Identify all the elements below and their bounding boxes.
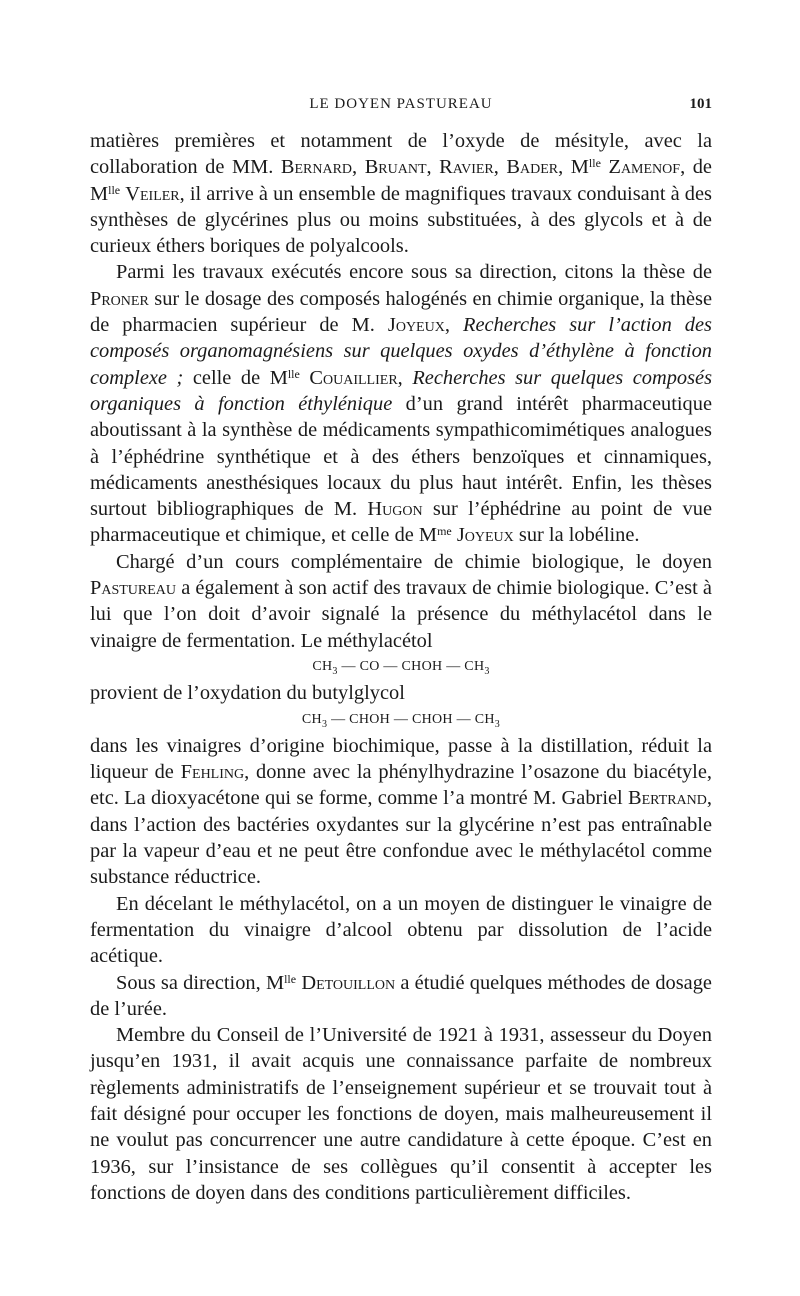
- formula-part: — CHOH — CHOH — CH: [327, 711, 495, 727]
- page-number: 101: [689, 96, 712, 112]
- running-title: LE DOYEN PASTUREAU: [309, 96, 493, 112]
- name-bader: Bader: [506, 156, 559, 179]
- text-run: ,: [397, 366, 413, 389]
- paragraph-7: [90, 970, 712, 1023]
- name-fehling: Fehling: [180, 761, 245, 784]
- superscript: lle: [108, 182, 121, 197]
- text-run: provient de l’oxydation du butylglycol: [90, 682, 405, 705]
- text-run: matières premières et notamment de l’oxyde de mésityle, avec la collaboration de MM.: [90, 130, 712, 179]
- name-bertrand: Bertrand: [628, 787, 707, 810]
- text-run: sur l’éphédrine au point de vue pharmaceutique et chimique, et celle de M: [90, 498, 712, 547]
- text-run: ,: [352, 156, 365, 179]
- superscript: lle: [588, 156, 601, 171]
- name-bernard: Bernard: [280, 156, 353, 179]
- name-proner: Proner: [90, 287, 149, 310]
- paragraph-6: [90, 891, 712, 970]
- name-detouillon: Detouillon: [301, 971, 396, 994]
- paragraph-2: [90, 259, 712, 548]
- text-run: dans les vinaigres d’origine biochimique, passe à la distillation, réduit la liqueur de: [90, 734, 712, 784]
- name-joyeux: Joyeux: [387, 314, 445, 337]
- text-run: Membre du Conseil de l’Université de 1921 à 1931, assesseur du Doyen jusqu’en 1931, il avait acquis une connaissance parfaite de nombreux règlements administratifs de l’enseignement supérieur et se trouvait tout à fait désigné pour occuper les fonctions de doyen, mais malheureusement il ne voulut pas concurrencer une autre candidature à cette époque. C’est en 1936, sur l’insistance de ses collègues qu’il consentit à accepter les fonctions de doyen dans des conditions particulièrement difficiles.: [90, 1024, 712, 1204]
- formula-part: — CO — CHOH — CH: [337, 658, 485, 674]
- name-bruant: Bruant: [364, 156, 427, 179]
- text-run: , il arrive à un ensemble de magnifiques travaux conduisant à des synthèses de glycérines plus ou moins substituées, à des glycols et à de curieux éthers boriques de polyalcools.: [90, 182, 712, 258]
- name-zamenof: Zamenof: [608, 156, 681, 179]
- name-hugon: Hugon: [367, 498, 423, 521]
- formula-part: CH: [312, 658, 333, 674]
- text-run: , de M: [90, 156, 712, 205]
- text-run: [300, 367, 310, 389]
- formula-subscript: 3: [321, 718, 328, 730]
- formula-butylglycol: [90, 707, 712, 733]
- body-text: [90, 128, 712, 1206]
- paragraph-4: [90, 680, 712, 706]
- superscript: me: [437, 524, 452, 539]
- formula-subscript: 3: [484, 665, 490, 677]
- thesis-title-1: Recherches sur l’action des composés organomagnésiens sur quelques oxydes d’éthylène à fonction complexe ;: [90, 314, 712, 389]
- name-couaillier: Couaillier: [309, 366, 398, 389]
- text-run: d’un grand intérêt pharmaceutique aboutissant à la synthèse de médicaments sympathicomimétiques analogues à l’éphédrine synthétique et à des éthers benzoïques et cinnamiques, médicaments anesthésiques locaux du plus haut intérêt. Enfin, les thèses surtout bibliographiques de M.: [90, 392, 712, 521]
- paragraph-5: [90, 733, 712, 891]
- text-run: ,: [426, 156, 440, 179]
- superscript: lle: [287, 366, 300, 381]
- text-run: a étudié quelques méthodes de dosage de l’urée.: [90, 971, 712, 1020]
- text-run: , dans l’action des bactéries oxydantes sur la glycérine n’est pas entraînable par la vapeur d’eau et ne peut être confondue avec le méthylacétol comme substance réductrice.: [90, 787, 712, 889]
- thesis-title-2: Recherches sur quelques composés organiques à fonction éthylénique: [90, 366, 713, 415]
- text-run: Sous sa direction, M: [116, 971, 285, 994]
- text-run: a également à son actif des travaux de chimie biologique. C’est à lui que l’on doit d’avoir signalé la présence du méthylacétol dans le vinaigre de fermentation. Le méthylacétol: [90, 577, 712, 652]
- running-header: [90, 96, 712, 120]
- superscript: lle: [284, 971, 297, 986]
- text-run: ,: [493, 156, 507, 179]
- text-run: celle de M: [183, 366, 288, 389]
- paragraph-3: [90, 549, 712, 654]
- name-joyeux: Joyeux: [456, 524, 514, 547]
- name-ravier: Ravier: [439, 156, 494, 179]
- paragraph-1: [90, 128, 712, 259]
- text-run: , M: [558, 156, 589, 179]
- formula-subscript: 3: [332, 665, 338, 677]
- name-pastureau: Pastureau: [90, 577, 177, 600]
- formula-subscript: 3: [494, 718, 501, 730]
- text-run: Chargé d’un cours complémentaire de chimie biologique, le doyen: [116, 550, 712, 573]
- text-run: ,: [444, 314, 463, 337]
- text-run: En décelant le méthylacétol, on a un moyen de distinguer le vinaigre de fermentation du vinaigre d’alcool obtenu par dissolution de l’acide acétique.: [90, 892, 712, 968]
- formula-part: CH: [301, 711, 322, 727]
- formula-methylacetol: [90, 654, 712, 680]
- name-veiler: Veiler: [125, 182, 180, 205]
- text-run: sur le dosage des composés halogénés en chimie organique, la thèse de pharmacien supérieur de M.: [90, 287, 712, 337]
- text-run: sur la lobéline.: [513, 524, 640, 547]
- text-run: Parmi les travaux exécutés encore sous sa direction, citons la thèse de: [116, 261, 712, 284]
- text-run: , donne avec la phénylhydrazine l’osazone du biacétyle, etc. La dioxyacétone qui se forme, comme l’a montré M. Gabriel: [90, 761, 713, 810]
- paragraph-8: [90, 1022, 712, 1206]
